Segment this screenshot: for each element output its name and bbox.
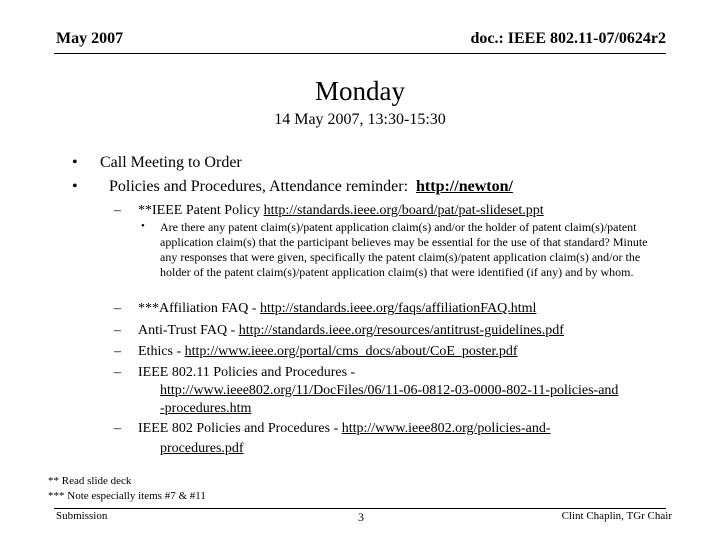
ethics-link[interactable]: http://www.ieee.org/portal/cms_docs/about/CoE_poster.pdf [184,344,518,359]
dash-marker: – [114,421,121,436]
page-number: 3 [358,510,364,524]
affiliation-faq-link[interactable]: http://standards.ieee.org/faqs/affiliationFAQ.html [259,301,537,316]
footer-author: Clint Chaplin, TGr Chair [561,510,672,522]
patent-question-text: Are there any patent claim(s)/patent application claim(s) and/or the holder of patent claim(s)/patent application claim(s) that the participant believes may be essential for the use of that standard? Minute any responses that were given, specifically the patent claim(s)/patent application claim(s) and/or the holder of the patent claim(s)/patent application claim(s) that were identified (if any) and by whom. [160,220,648,279]
dash-marker: – [114,301,121,316]
ieee80211-policies-link[interactable]: http://www.ieee802.org/11/DocFiles/06/11-06-0812-03-0000-802-11-policies-and [160,383,619,398]
item-label: IEEE 802 Policies and Procedures - [138,421,342,436]
dash-marker: – [114,323,121,338]
newton-link[interactable]: http://newton/ [416,178,513,195]
patent-policy-item [138,203,544,219]
affiliation-faq-item [138,301,536,317]
slide-title: Monday [315,76,405,106]
item-label: Ethics - [138,344,185,359]
ieee802-policies-link-cont[interactable]: procedures.pdf [160,441,244,456]
header-divider [54,53,666,54]
patent-policy-label: **IEEE Patent Policy [138,203,264,218]
bullet-text: Policies and Procedures, Attendance reminder: [109,178,417,195]
item-label: IEEE 802.11 Policies and Procedures - [138,365,356,380]
patent-policy-link[interactable]: http://standards.ieee.org/board/pat/pat-slideset.ppt [263,203,544,218]
note-items: *** Note especially items #7 & #11 [48,490,206,502]
header-date: May 2007 [56,30,124,47]
footer-divider [54,508,666,509]
sub-bullet-dot: • [141,220,145,232]
item-label: Anti-Trust FAQ - [138,323,239,338]
dash-marker: – [114,203,121,218]
footer-submission: Submission [56,510,108,522]
dash-marker: – [114,365,121,380]
ieee802-policies-item [138,421,551,437]
antitrust-link[interactable]: http://standards.ieee.org/resources/antitrust-guidelines.pdf [238,323,564,338]
antitrust-faq-item [138,323,564,339]
bullet-dot: • [72,154,78,171]
item-label: ***Affiliation FAQ - [138,301,260,316]
note-read-slide-deck: ** Read slide deck [48,475,132,487]
ieee802-policies-link[interactable]: http://www.ieee802.org/policies-and- [341,421,551,436]
bullet-text: Call Meeting to Order [100,154,242,171]
header-doc-id: doc.: IEEE 802.11-07/0624r2 [470,30,666,47]
bullet-dot: • [72,178,78,195]
ieee80211-policies-link-cont[interactable]: -procedures.htm [160,401,252,416]
slide-subtitle: 14 May 2007, 13:30-15:30 [274,111,446,128]
dash-marker: – [114,344,121,359]
ethics-item [138,344,518,360]
